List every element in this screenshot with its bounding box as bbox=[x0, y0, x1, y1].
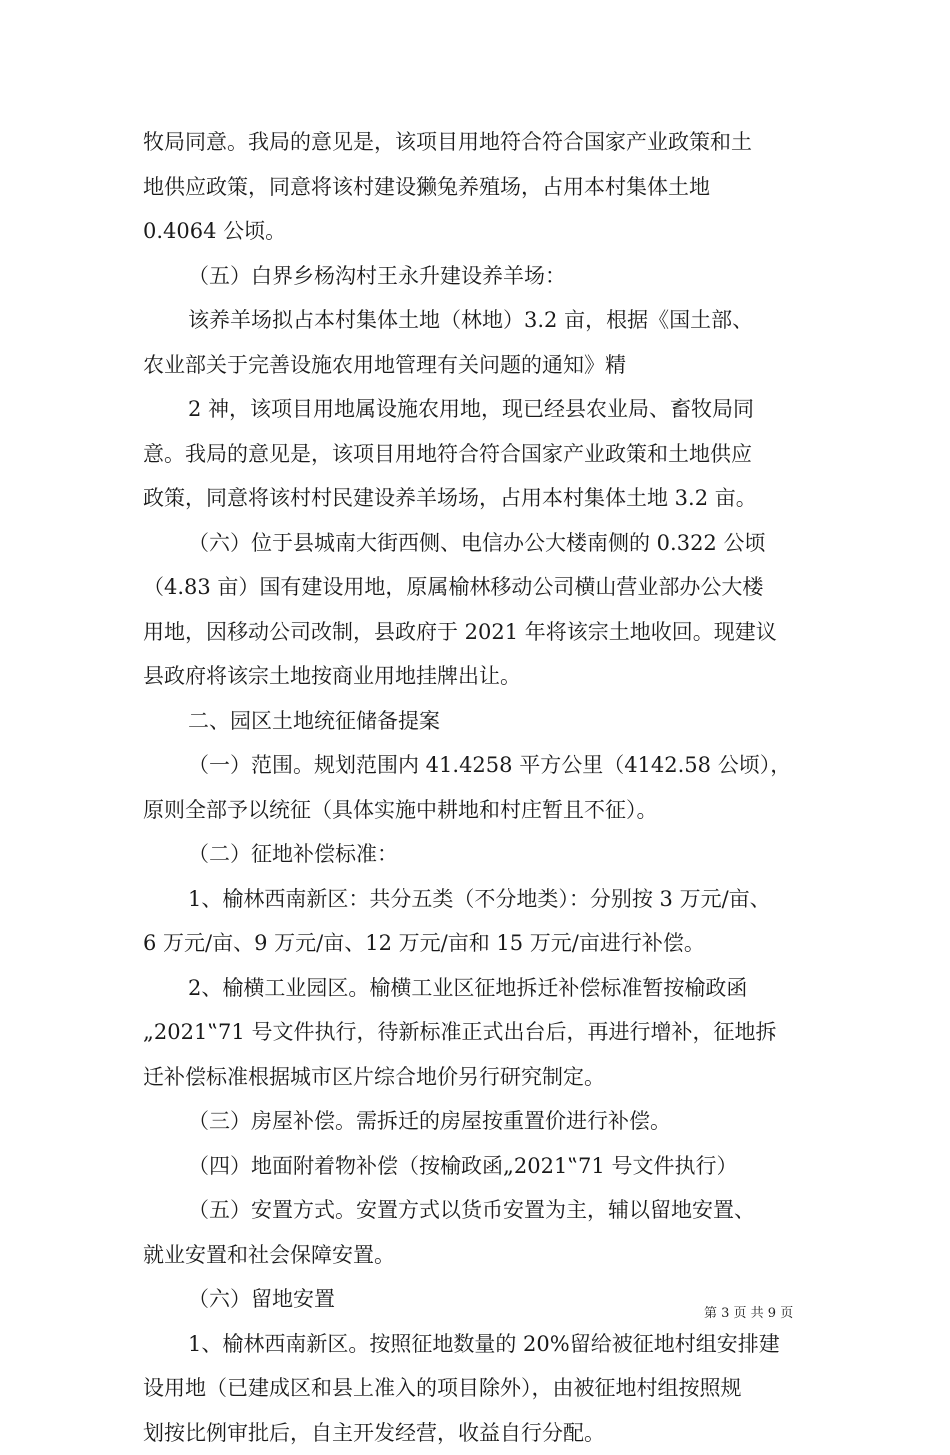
text-line: 6 万元/亩、9 万元/亩、12 万元/亩和 15 万元/亩进行补偿。 bbox=[143, 921, 823, 966]
document-body bbox=[143, 120, 823, 1455]
text-line: 1、榆林西南新区：共分五类（不分地类）：分别按 3 万元/亩、 bbox=[143, 877, 823, 922]
text-line: 牧局同意。我局的意见是，该项目用地符合符合国家产业政策和土 bbox=[143, 120, 823, 165]
text-line: 划按比例审批后，自主开发经营，收益自行分配。 bbox=[143, 1411, 823, 1455]
page-number: 第 3 页 共 9 页 bbox=[704, 1302, 793, 1321]
text-line: 1、榆林西南新区。按照征地数量的 20%留给被征地村组安排建 bbox=[143, 1322, 823, 1367]
text-line: 设用地（已建成区和县上准入的项目除外），由被征地村组按照规 bbox=[143, 1366, 823, 1411]
text-line: （三）房屋补偿。需拆迁的房屋按重置价进行补偿。 bbox=[143, 1099, 823, 1144]
text-line: 农业部关于完善设施农用地管理有关问题的通知》精 bbox=[143, 343, 823, 388]
text-line: （四）地面附着物补偿（按榆政函„2021‟71 号文件执行） bbox=[143, 1144, 823, 1189]
text-line: 2、榆横工业园区。榆横工业区征地拆迁补偿标准暂按榆政函 bbox=[143, 966, 823, 1011]
text-line: 政策，同意将该村村民建设养羊场场，占用本村集体土地 3.2 亩。 bbox=[143, 476, 823, 521]
section-heading: （二）征地补偿标准： bbox=[143, 832, 823, 877]
section-heading: 二、园区土地统征储备提案 bbox=[143, 699, 823, 744]
text-line: „2021‟71 号文件执行，待新标准正式出台后，再进行增补，征地拆 bbox=[143, 1010, 823, 1055]
text-line: 0.4064 公顷。 bbox=[143, 209, 823, 254]
text-line: 县政府将该宗土地按商业用地挂牌出让。 bbox=[143, 654, 823, 699]
text-line: 地供应政策，同意将该村建设獭兔养殖场，占用本村集体土地 bbox=[143, 165, 823, 210]
text-line: （五）安置方式。安置方式以货币安置为主，辅以留地安置、 bbox=[143, 1188, 823, 1233]
text-line: （4.83 亩）国有建设用地，原属榆林移动公司横山营业部办公大楼 bbox=[143, 565, 823, 610]
text-line: 就业安置和社会保障安置。 bbox=[143, 1233, 823, 1278]
section-heading: （六）留地安置 bbox=[143, 1277, 823, 1322]
text-line: 用地，因移动公司改制，县政府于 2021 年将该宗土地收回。现建议 bbox=[143, 610, 823, 655]
text-line: 迁补偿标准根据城市区片综合地价另行研究制定。 bbox=[143, 1055, 823, 1100]
section-heading: （五）白界乡杨沟村王永升建设养羊场： bbox=[143, 254, 823, 299]
text-line: 2 神，该项目用地属设施农用地，现已经县农业局、畜牧局同 bbox=[143, 387, 823, 432]
text-line: 原则全部予以统征（具体实施中耕地和村庄暂且不征）。 bbox=[143, 788, 823, 833]
text-line: 该养羊场拟占本村集体土地（林地）3.2 亩，根据《国土部、 bbox=[143, 298, 823, 343]
text-line: 意。我局的意见是，该项目用地符合符合国家产业政策和土地供应 bbox=[143, 432, 823, 477]
text-line: （六）位于县城南大街西侧、电信办公大楼南侧的 0.322 公顷 bbox=[143, 521, 823, 566]
text-line: （一）范围。规划范围内 41.4258 平方公里（4142.58 公顷）， bbox=[143, 743, 823, 788]
